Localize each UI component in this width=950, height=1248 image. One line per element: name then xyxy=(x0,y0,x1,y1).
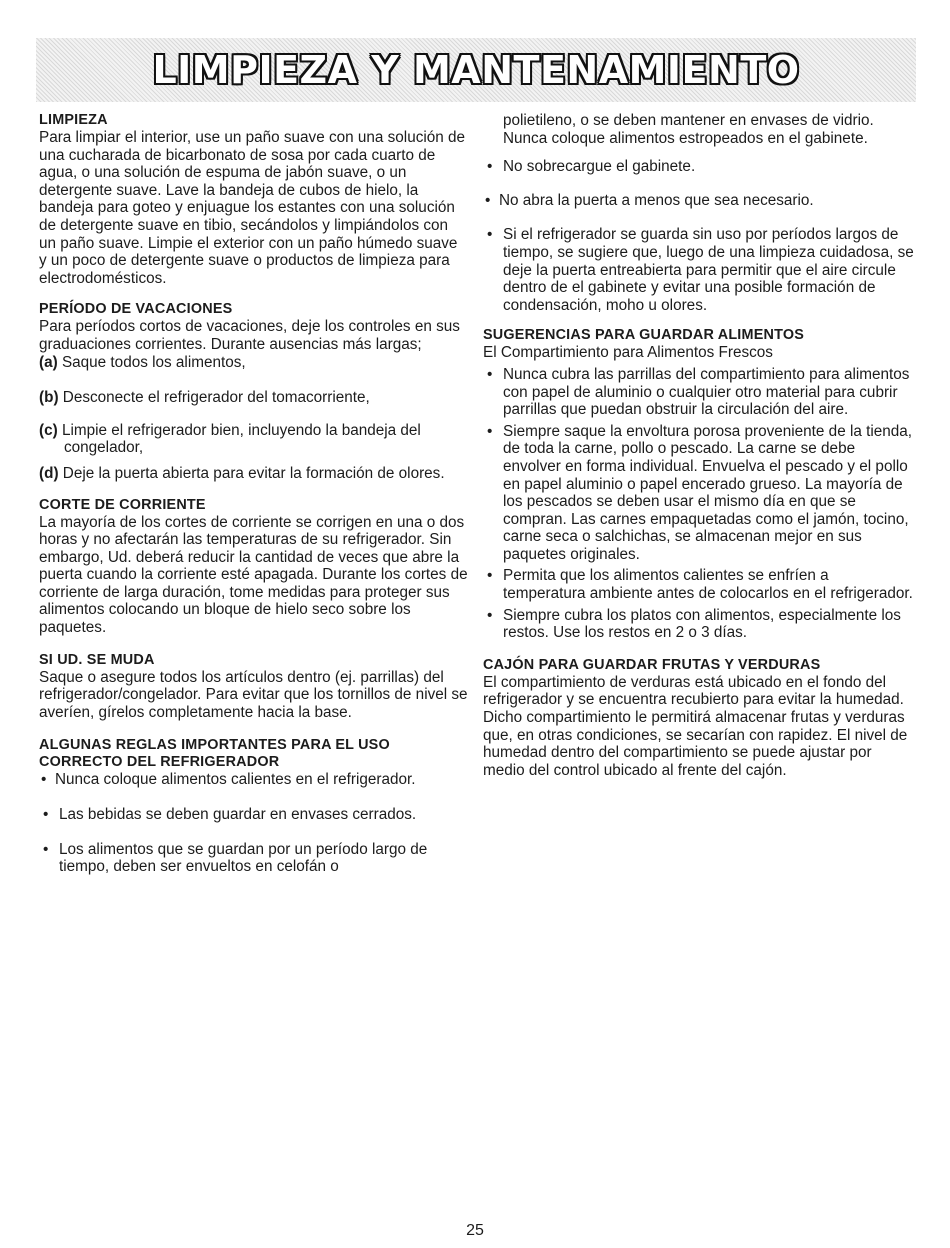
heading-limpieza: LIMPIEZA xyxy=(39,112,108,128)
corte-text: La mayoría de los cortes de corriente se corrigen en una o dos horas y no afectarán las temperaturas de su refrigerador. Sin embargo, Ud. deberá reducir la cantidad de veces que abre la puerta cuando la corriente esté apagada. Durante los cortes de corriente de larga duración, tome medidas para proteger sus alimentos colocando un bloque de hielo seco sobre los paquetes. xyxy=(39,513,468,637)
rule-item-no-abra: • No abra la puerta a menos que sea necesario. xyxy=(483,192,915,210)
reglas-item-2: • Las bebidas se deben guardar en envases cerrados. xyxy=(39,806,469,824)
sugerencias-text: El Compartimiento para Alimentos Frescos xyxy=(483,344,773,362)
vacaciones-item-a: (a) Saque todos los alimentos, xyxy=(39,353,246,371)
reglas-item-1: • Nunca coloque alimentos calientes en el refrigerador. xyxy=(39,771,469,789)
sugerencias-item-4: • Siempre cubra los platos con alimentos, especialmente los restos. Use los restos en 2 o 3 días. xyxy=(483,607,915,642)
page-number: 25 xyxy=(466,1222,484,1239)
sugerencias-item-1: • Nunca cubra las parrillas del compartimiento para alimentos con papel de aluminio o cualquier otro material para cubrir parrillas que puedan obstruir la circulación del aire. xyxy=(483,366,915,419)
left-column xyxy=(39,112,469,876)
heading-reglas: ALGUNAS REGLAS IMPORTANTES PARA EL USO CORRECTO DEL REFRIGERADOR xyxy=(39,737,390,771)
heading-corte: CORTE DE CORRIENTE xyxy=(39,496,206,513)
cajon-text: El compartimiento de verduras está ubicado en el fondo del refrigerador y se encuentra recubierto para evitar la humedad. Dicho compartimiento le permitirá almacenar frutas y verduras que, en otras condiciones, se secarían con rapidez. El nivel de humedad dentro del compartimiento se puede ajustar por medio del control ubicado al frente del cajón. xyxy=(483,673,908,779)
page-title-banner xyxy=(36,38,916,102)
sugerencias-item-2: • Siempre saque la envoltura porosa proveniente de la tienda, de toda la carne, pollo o pescado. La carne se debe envolver en forma individual. Envuelva el pescado y el pollo en papel aluminio o papel encerado grueso. La mayoría de los pescados se deben usar el mismo día en que se compran. Las carnes empaquetadas como el jamón, tocino, carne seca o salchichas, se almacenan mejor en sus paquetes originales. xyxy=(483,423,915,564)
heading-cajon: CAJÓN PARA GUARDAR FRUTAS Y VERDURAS xyxy=(483,656,821,673)
mudanza-text: Saque o asegure todos los artículos dentro (ej. parrillas) del refrigerador/congelador. Para evitar que los tornillos de nivel se averíen, gírelos completamente hacia la base. xyxy=(39,668,468,721)
rule-item-sin-uso: • Si el refrigerador se guarda sin uso por períodos largos de tiempo, se sugiere que, luego de una limpieza cuidadosa, se deje la puerta entreabierta para permitir que el aire circule dentro de el gabinete y evitar una posible formación de condensación, moho u olores. xyxy=(483,226,915,314)
vacaciones-item-d: (d) Deje la puerta abierta para evitar la formación de olores. xyxy=(39,464,445,482)
heading-vacaciones: PERÍODO DE VACACIONES xyxy=(39,301,233,318)
heading-sugerencias: SUGERENCIAS PARA GUARDAR ALIMENTOS xyxy=(483,327,805,344)
limpieza-text: Para limpiar el interior, use un paño suave con una solución de una cucharada de bicarbonato de sosa por cada cuarto de agua, o una solución de espuma de jabón suave, o un detergente suave. Lave la bandeja de cubos de hielo, la bandeja para goteo y enjuague los estantes con una solución de detergente suave en tibio, secándolos y limpiándolos con un paño suave. Limpie el exterior con un paño húmedo suave y un poco de detergente suave o productos de limpieza para electrodomésticos. xyxy=(39,129,466,287)
right-column xyxy=(483,112,915,779)
heading-mudanza: SI UD. SE MUDA xyxy=(39,651,155,668)
vacaciones-text: Para períodos cortos de vacaciones, deje los controles en sus graduaciones corrientes. Durante ausencias más largas; xyxy=(39,318,460,353)
page-title: LIMPIEZA Y MANTENAMIENTO xyxy=(152,48,800,92)
rule-item-no-sobrecargue: • No sobrecargue el gabinete. xyxy=(483,158,915,176)
vacaciones-item-c: (c) Limpie el refrigerador bien, incluyendo la bandeja del congelador, xyxy=(39,421,421,457)
continuation-text: polietileno, o se deben mantener en envases de vidrio. Nunca coloque alimentos estropeados en el gabinete. xyxy=(503,112,874,147)
reglas-item-3: • Los alimentos que se guardan por un período largo de tiempo, deben ser envueltos en celofán o xyxy=(39,841,469,876)
sugerencias-item-3: • Permita que los alimentos calientes se enfríen a temperatura ambiente antes de colocarlos en el refrigerador. xyxy=(483,567,915,602)
vacaciones-item-b: (b) Desconecte el refrigerador del tomacorriente, xyxy=(39,389,370,407)
